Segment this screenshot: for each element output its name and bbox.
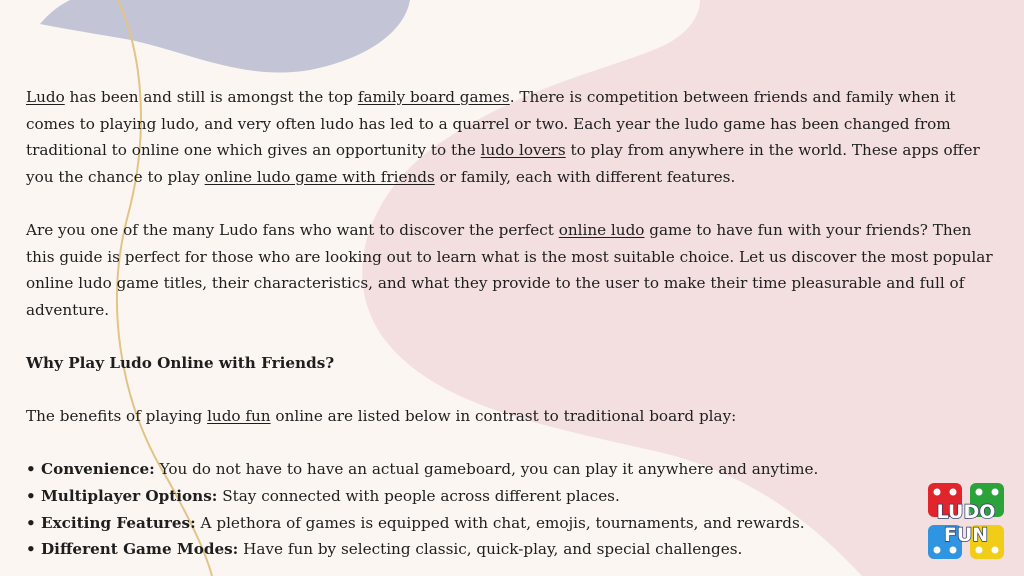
benefits-text-1: The benefits of playing [26, 407, 208, 426]
intro-text-1: has been and still is amongst the top [64, 88, 358, 106]
list-item-text: Stay connected with people across different places. [217, 486, 620, 505]
list-item-text: You do not have to have an actual gameboard, you can play it anywhere and anytime. [154, 460, 819, 479]
bullet-marker: • [26, 540, 41, 559]
intro-text-2: . There is competition between friends and family when it comes to playing ludo, and very often ludo has led to a quarrel or two. Each year the ludo game has been changed from traditional to online one which gives an opportunity to the [26, 88, 956, 160]
benefits-intro-paragraph [26, 403, 1002, 430]
link-ludo-lovers[interactable]: ludo lovers [480, 141, 566, 160]
guide-text-1: Are you one of the many Ludo fans who want to discover the perfect [26, 220, 559, 239]
section-heading: Why Play Ludo Online with Friends? [26, 353, 335, 372]
intro-paragraph [26, 84, 1002, 190]
list-item [26, 483, 1002, 510]
link-ludo[interactable]: Ludo [26, 88, 65, 106]
link-ludo-fun[interactable]: ludo fun [207, 407, 271, 426]
spacer [26, 323, 1002, 350]
list-item-text: Have fun by selecting classic, quick-play, and special challenges. [238, 540, 743, 559]
ludo-fun-logo [926, 481, 1006, 561]
list-item [26, 510, 1002, 537]
list-item [26, 536, 1002, 563]
link-online-ludo-game-with-friends[interactable]: online ludo game with friends [204, 167, 435, 186]
guide-text-2: game to have fun with your friends? Then this guide is perfect for those who are looking out to learn what is the most suitable choice. Let us discover the most popular online ludo game titles, their characteristics, and what they provide to the user to make their time pleasurable and full of adventure. [26, 220, 993, 319]
article-body [26, 84, 1002, 563]
list-item-text: A plethora of games is equipped with chat, emojis, tournaments, and rewards. [195, 513, 805, 532]
link-online-ludo[interactable]: online ludo [558, 220, 645, 239]
spacer [26, 430, 1002, 457]
benefits-text-2: online are listed below in contrast to traditional board play: [270, 407, 737, 426]
list-item-title: Multiplayer Options: [41, 486, 218, 505]
bullet-marker: • [26, 486, 41, 505]
spacer [26, 190, 1002, 217]
list-item-title: Different Game Modes: [41, 540, 239, 559]
link-family-board-games[interactable]: family board games [357, 88, 510, 106]
list-item [26, 456, 1002, 483]
list-item-title: Exciting Features: [41, 513, 196, 532]
spacer [26, 377, 1002, 404]
logo-word-ludo: LUDO [936, 501, 996, 523]
intro-text-4: or family, each with different features. [434, 167, 736, 186]
lavender-blob [40, 0, 410, 73]
logo-word-fun: FUN [943, 524, 989, 546]
bullet-marker: • [26, 513, 41, 532]
guide-paragraph [26, 217, 1002, 323]
bullet-marker: • [26, 460, 41, 479]
intro-text-3: to play from anywhere in the world. These apps offer you the chance to play [26, 141, 980, 186]
benefits-list [26, 456, 1002, 562]
list-item-title: Convenience: [41, 460, 155, 479]
